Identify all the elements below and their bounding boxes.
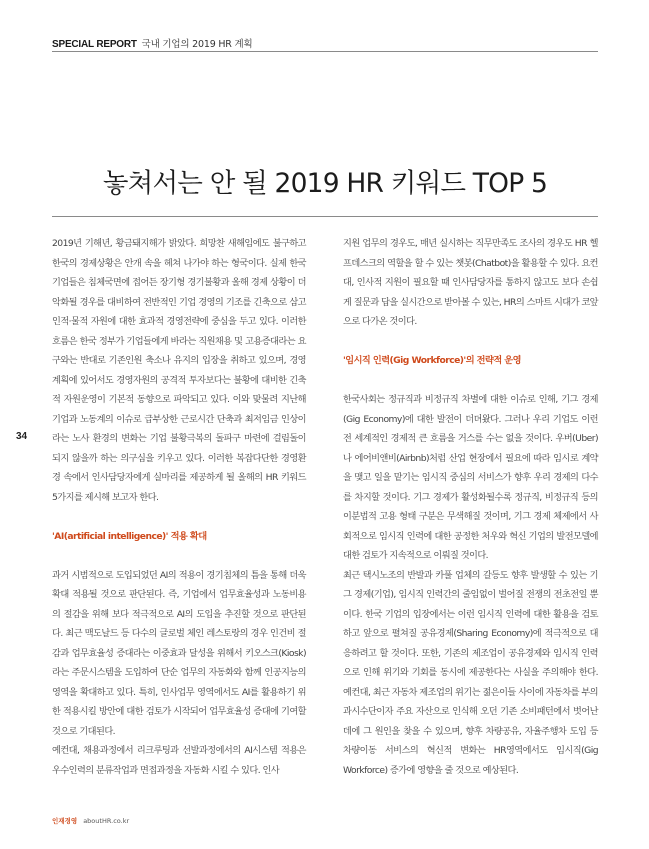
title-rule [52,216,598,217]
page-number: 34 [16,431,28,442]
ai-paragraph-1: 과거 시범적으로 도입되었던 AI의 적용이 경기침체의 틈을 통해 더욱 확대 적용될 것으로 판단된다. 즉, 기업에서 업무효율성과 노동비용의 절감을 위해 보다 적극적으로 AI의 도입을 추진할 것으로 판단된다. 최근 맥도날드 등 다수의 글로벌 체인 레스토랑의 경우 인건비 절감과 업무효율성 증대라는 이중효과 달성을 위해서 키오스크(Kiosk)라는 주문시스템을 도입하여 단순 업무의 자동화와 함께 인공지능의 영역을 확대하고 있다. 특히, 인사업무 영역에서도 AI를 활용하기 위한 적용시킬 방안에 대한 검토가 시작되어 업무효율성 증대에 기여할 것으로 기대된다. [52,569,306,737]
right-column [343,234,598,780]
section-heading-gig: '임시직 인력(Gig Workforce)'의 전략적 운영 [343,355,521,366]
gig-paragraph-2: 최근 택시노조의 반발과 카풀 업체의 갈등도 향후 발생할 수 있는 기그 경제(기업), 임시직 인력간의 줄임없이 벌어질 전쟁의 전초전일 뿐이다. 한국 기업의 입장에서는 이런 임시직 인력에 대한 활용을 검토하고 앞으로 펼쳐질 공유경제(Sharing Economy)에 적극적으로 대응하려고 할 것이다. 또한, 기존의 제조업이 공유경제와 임시직 인력으로 인해 위기와 기회를 동시에 제공한다는 사실을 주의해야 한다. 예컨대, 최근 자동차 제조업의 위기는 젊은이들 사이에 자동차를 부의 과시수단이자 주요 자산으로 인식해 오던 기존 소비패턴에서 벗어난 데에 그 원인을 찾을 수 있으며, 향후 차량공유, 자율주행차 도입 등 차량이동 서비스의 혁신적 변화는 HR영역에서도 임시직(Gig Workforce) 증가에 영향을 줄 것으로 예상된다. [343,569,598,776]
magazine-brand: 인재경영 [52,817,78,825]
page-footer [52,816,129,825]
ai-paragraph-3: 지원 업무의 경우도, 매년 실시하는 직무만족도 조사의 경우도 HR 헬프데스크의 역할을 할 수 있는 챗봇(Chatbot)을 활용할 수 있다. 요컨대, 인사적 지원이 필요할 때 인사담당자를 통하지 않고도 보다 손쉽게 질문과 답을 실시간으로 받아볼 수 있는, HR의 스마트 시대가 코앞으로 다가온 것이다. [343,238,598,327]
magazine-url: aboutHR.co.kr [83,817,130,825]
header-rule [52,51,598,52]
intro-paragraph: 2019년 기해년, 황금돼지해가 밝았다. 희망찬 새해임에도 불구하고 한국의 경제상황은 안개 속을 헤쳐 나가야 하는 형국이다. 실제 한국기업들은 침체국면에 접어든 장기형 경기불황과 올해 경제 상황이 더 악화될 경우를 대비하여 전반적인 기업 경영의 기조를 긴축으로 삼고 인적·물적 자원에 대한 효과적 경영전략에 중심을 두고 있다. 이러한 흐름은 한국 정부가 기업들에게 바라는 직원채용 및 고용증대라는 요구와는 반대로 기존인원 축소나 유지의 입장을 취하고 있으며, 경영계획에 있어서도 경영자원의 공격적 투자보다는 불황에 대비한 긴축적 자원운영이 기본적 동향으로 파악되고 있다. 이와 맞물려 지난해 기업과 노동계의 이슈로 급부상한 근로시간 단축과 최저임금 인상이라는 노사 환경의 변화는 기업 불황극복의 돌파구 마련에 걸림돌이 되지 않을까 하는 의구심을 키우고 있다. 이러한 복잡다단한 경영환경 속에서 인사담당자에게 실마리를 제공하게 될 올해의 HR 키워드 5가지를 제시해 보고자 한다. [52,238,306,503]
gig-paragraph-1: 한국사회는 정규직과 비정규직 차별에 대한 이슈로 인해, 기그 경제(Gig Economy)에 대한 발전이 더뎌왔다. 그러나 우리 기업도 이런 전 세계적인 경제적 큰 흐름을 거스를 수는 없을 것이다. 우버(Uber)나 에어비앤비(Airbnb)처럼 산업 현장에서 필요에 따라 임시로 계약을 맺고 일을 맡기는 임시직 중심의 서비스가 향후 우리 경제의 다수를 차지할 것이다. 기그 경제가 활성화될수록 정규직, 비정규직 등의 이분법적 고용 형태 구분은 무색해질 것이며, 기그 경제 체제에서 사회적으로 임시직 인력에 대한 공정한 처우와 혁신 기업의 발전모델에 대한 검토가 지속적으로 이뤄질 것이다. [343,394,598,561]
ai-paragraph-2: 예컨대, 채용과정에서 리크루팅과 선발과정에서의 AI시스템 적용은 우수인력의 분류작업과 면접과정을 자동화 시킬 수 있다. 인사 [52,745,306,776]
article-title: 놓쳐서는 안 될 2019 HR 키워드 TOP 5 [102,167,548,199]
running-header [52,36,252,50]
section-label: SPECIAL REPORT [52,39,137,50]
left-column [52,234,306,780]
section-heading-ai: 'AI(artificial intelligence)' 적용 확대 [52,530,207,542]
section-sublabel: 국내 기업의 2019 HR 계획 [141,39,253,50]
